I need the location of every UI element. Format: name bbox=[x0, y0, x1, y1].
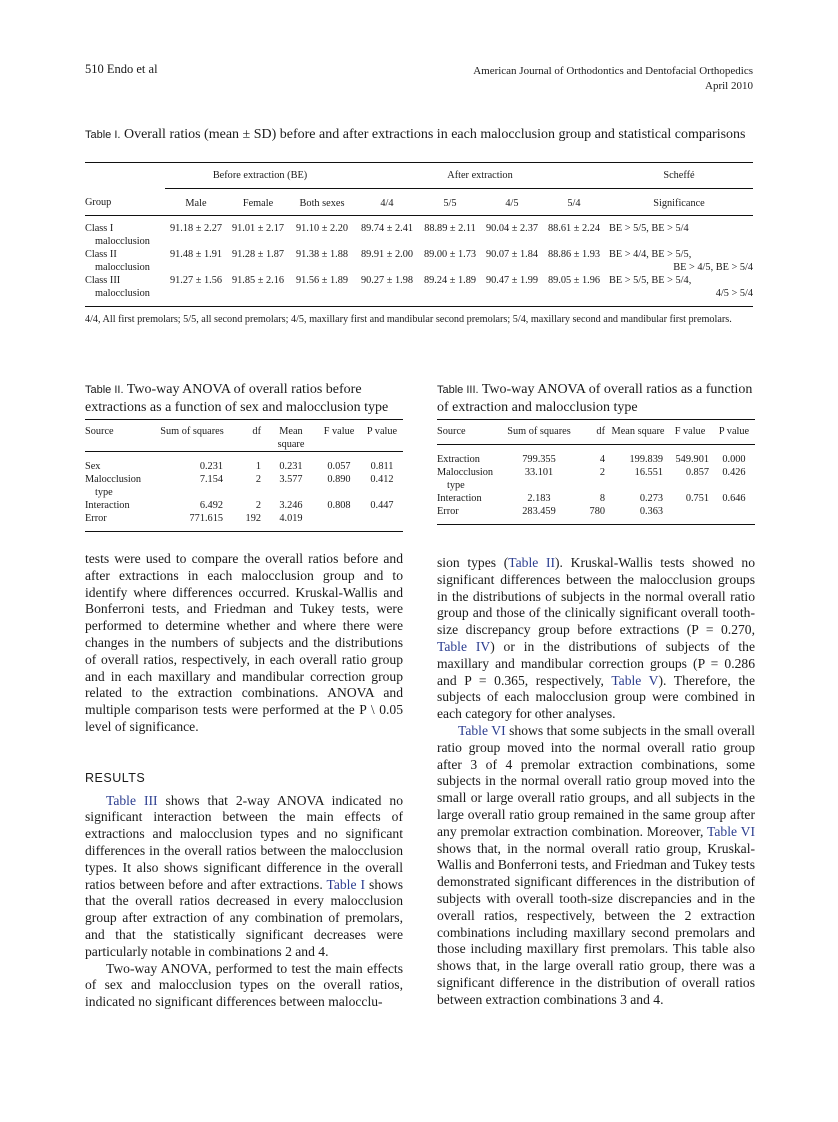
right-paragraph-1-text-a: sion types ( bbox=[437, 555, 509, 570]
table1-footnote: 4/4, All first premolars; 5/5, all second premolars; 4/5, maxillary first and mandibular second premolars; 5/4, maxillary second and mandibular first premolars. bbox=[85, 314, 732, 325]
table3-cell bbox=[667, 505, 713, 525]
table1-cell: 89.91 ± 2.00 bbox=[361, 249, 413, 260]
table-row bbox=[437, 445, 755, 467]
table2-header-row bbox=[85, 420, 403, 452]
table3-caption-text: Two-way ANOVA of overall ratios as a function of extraction and malocclusion type bbox=[437, 382, 753, 415]
right-paragraph-2-text-a: shows that some subjects in the small overall ratio group moved into the normal overall ratio group after 3 of 4 premolar extraction combinations, some subjects in the normal overall ratio group moved into the small or large overall ratio groups, and all subjects in the large overall ratio group remained in the same group after any premolar extraction combination. Moreover, bbox=[437, 722, 755, 839]
table1-row2-group-cont: malocclusion bbox=[95, 262, 150, 273]
table2-cell: Malocclusion bbox=[85, 474, 142, 485]
table1-caption bbox=[85, 126, 755, 144]
table2-cell: 0.412 bbox=[370, 474, 394, 485]
table3-cell: 0.857 bbox=[685, 467, 709, 478]
left-paragraph-3: Two-way ANOVA, performed to test the main effects of sex and malocclusion types on the overall ratios, indicated no significant differences between malocclu- bbox=[85, 960, 403, 1010]
table3-cell: 549.901 bbox=[675, 454, 709, 465]
table3-cell: 4 bbox=[599, 454, 605, 465]
right-paragraph-2 bbox=[437, 723, 755, 1009]
table2-cell: 3.577 bbox=[279, 474, 303, 485]
table3-col-f: F value bbox=[674, 426, 706, 437]
table3-cell: 0.426 bbox=[722, 467, 746, 478]
table1-col-female: Female bbox=[242, 197, 274, 209]
table3-cell: Error bbox=[437, 506, 459, 517]
table1-col-significance: Significance bbox=[653, 197, 705, 209]
table2-label: Table II. bbox=[85, 384, 124, 396]
table1-cell: 89.74 ± 2.41 bbox=[361, 223, 413, 234]
table2-cell: 0.890 bbox=[327, 474, 351, 485]
left-column bbox=[85, 551, 403, 1011]
table2-cell: 1 bbox=[255, 461, 261, 472]
table3-header-row bbox=[437, 420, 755, 445]
table3-cell: 2.183 bbox=[527, 493, 551, 504]
journal-title: American Journal of Orthodontics and Dentofacial Orthopedics bbox=[473, 65, 753, 77]
table2-cell: 7.154 bbox=[199, 474, 223, 485]
table3-cell: 199.839 bbox=[629, 454, 663, 465]
table1-col-group: Group bbox=[85, 197, 112, 208]
table-row bbox=[85, 473, 403, 499]
table3-cell: Interaction bbox=[437, 493, 482, 504]
table2-cell: 0.811 bbox=[370, 461, 394, 472]
table2-cell: 0.057 bbox=[327, 461, 351, 472]
table1-cell: 89.05 ± 1.96 bbox=[548, 275, 600, 286]
table3-label: Table III. bbox=[437, 384, 479, 396]
table3-cell: 780 bbox=[589, 506, 605, 517]
table3-cell: 0.363 bbox=[639, 506, 663, 517]
table1-link[interactable]: Table I bbox=[326, 876, 366, 892]
table2-cell: 771.615 bbox=[189, 513, 223, 524]
table-row bbox=[437, 466, 755, 492]
table3-cell: 283.459 bbox=[522, 506, 556, 517]
table-row bbox=[85, 452, 403, 474]
table1-cell: 91.01 ± 2.17 bbox=[232, 223, 284, 234]
table2-cell bbox=[361, 512, 403, 532]
table2-cell: 0.231 bbox=[279, 461, 303, 472]
table2-cell: Interaction bbox=[85, 500, 130, 511]
table1-cell: 91.48 ± 1.91 bbox=[170, 249, 222, 260]
table3-col-p: P value bbox=[718, 426, 750, 437]
table1-cell: 89.00 ± 1.73 bbox=[424, 249, 476, 260]
table-row bbox=[85, 216, 753, 249]
table1-col-both: Both sexes bbox=[299, 197, 345, 209]
issue-date: April 2010 bbox=[705, 80, 753, 92]
table3-cell bbox=[713, 505, 755, 525]
table-row bbox=[85, 274, 753, 307]
table2-cell-cont: type bbox=[95, 487, 113, 498]
right-paragraph-2-text-b: shows that, in the normal overall ratio group, Kruskal-Wallis and Bonferroni tests, and Friedman and Tukey tests demonstrated significant differences in the distribution of subjects with overall tooth-size discrepancies and in the overall ratios, respectively, between the 2 extraction combinations including maxillary second premolars and those including maxillary first premolars. This table also shows that, in the large overall ratio group, there was a significant difference in the distribution of overall ratios between extraction combinations 3 and 4. bbox=[437, 840, 755, 1007]
table1-row3-group-cont: malocclusion bbox=[95, 288, 150, 299]
table2-caption-text: Two-way ANOVA of overall ratios before extractions as a function of sex and malocclusion type bbox=[85, 382, 389, 415]
table3-cell: 33.101 bbox=[524, 467, 554, 478]
table3 bbox=[437, 419, 755, 525]
table2-col-ss: Sum of squares bbox=[160, 426, 224, 437]
table1-col-male: Male bbox=[185, 197, 207, 209]
table3-link[interactable]: Table III bbox=[106, 792, 158, 808]
left-paragraph-2-text-a: shows that 2-way ANOVA indicated no significant interaction between the main effects of extractions and malocclusion types and no significant differences in the overall ratios between the malocclusion types. It also shows significant difference in the overall ratios between before and after extractions. bbox=[85, 792, 404, 892]
table3-cell: 0.751 bbox=[685, 493, 709, 504]
table3-cell: 0.273 bbox=[639, 493, 663, 504]
table3-cell: 16.551 bbox=[634, 467, 663, 478]
table2-col-p: P value bbox=[366, 426, 398, 437]
table1-row1-group: Class I bbox=[85, 223, 114, 234]
table1-col-45: 4/5 bbox=[505, 197, 519, 209]
table1-label: Table I. bbox=[85, 129, 121, 141]
table2-col-source: Source bbox=[85, 426, 114, 437]
journal-header bbox=[473, 64, 753, 94]
table1-cell: 91.38 ± 1.88 bbox=[296, 249, 348, 260]
table2-cell: 3.246 bbox=[279, 500, 303, 511]
table6-link[interactable]: Table VI bbox=[707, 823, 755, 839]
right-paragraph-1-text-b: ). Kruskal-Wallis tests showed no significant differences between the malocclusion groups in the distributions of subjects in the normal overall ratio group and those of the clinically significant overall tooth-size discrepancy group before extractions (P = 0.270, bbox=[437, 555, 755, 638]
table1-col-55: 5/5 bbox=[443, 197, 457, 209]
table1-sig: BE > 4/4, BE > 5/5, bbox=[609, 249, 692, 260]
table2-cell: 6.492 bbox=[199, 500, 223, 511]
table3-cell: 0.646 bbox=[722, 493, 746, 504]
table1-header-row bbox=[85, 188, 753, 216]
table2-cell: 2 bbox=[255, 500, 261, 511]
table3-caption bbox=[437, 381, 755, 416]
table1-cell: 88.86 ± 1.93 bbox=[548, 249, 600, 260]
table1-cell: 88.61 ± 2.24 bbox=[548, 223, 600, 234]
page-number-author: 510 Endo et al bbox=[85, 62, 158, 76]
left-paragraph-1: tests were used to compare the overall ratios before and after extractions in each malocclusion group and to identify where differences occurred. Kruskal-Wallis and Bonferroni tests, and Friedman and Tukey tests, were performed to determine whether and where there were changes in the numbers of subjects and the distributions of overall ratios, respectively, in each overall ratio group and in each maxillary and mandibular correction group related to the extraction combinations. ANOVA and multiple comparison tests were performed at the P \ 0.05 level of significance. bbox=[85, 551, 403, 734]
table3-col-df: df bbox=[596, 426, 605, 437]
table1-cell: 90.04 ± 2.37 bbox=[486, 223, 538, 234]
table1-cell: 91.27 ± 1.56 bbox=[170, 275, 222, 286]
results-heading: RESULTS bbox=[85, 770, 146, 785]
table3-col-source: Source bbox=[437, 426, 466, 437]
table2-caption bbox=[85, 381, 403, 416]
table2-col-f: F value bbox=[323, 426, 355, 437]
table1-group-header-before: Before extraction (BE) bbox=[212, 170, 308, 181]
table2-cell: 2 bbox=[255, 474, 261, 485]
table1-cell: 91.56 ± 1.89 bbox=[296, 275, 348, 286]
table2 bbox=[85, 419, 403, 532]
table1 bbox=[85, 162, 753, 327]
table3-cell: 0.000 bbox=[722, 454, 746, 465]
table3-cell: 8 bbox=[599, 493, 605, 504]
table1-caption-text: Overall ratios (mean ± SD) before and after extractions in each malocclusion group and statistical comparisons bbox=[123, 127, 746, 142]
table2-cell bbox=[317, 512, 361, 532]
table2-cell: 0.231 bbox=[199, 461, 223, 472]
left-paragraph-2-text-b: shows that the overall ratios decreased in every malocclusion group after extraction of any combination of premolars, and that the statistically significant decreases were particularly notable in combinations 2 and 4. bbox=[85, 876, 404, 959]
table3-col-ms: Mean square bbox=[611, 426, 665, 437]
table-row bbox=[85, 499, 403, 512]
table2-cell: Error bbox=[85, 513, 107, 524]
table1-group-header-scheffe: Scheffé bbox=[663, 170, 695, 181]
table1-row1-group-cont: malocclusion bbox=[95, 236, 150, 247]
right-paragraph-1-text-d: ). Therefore, the subjects of each malocclusion group were combined in each category for other analyses. bbox=[437, 672, 755, 722]
table1-cell: 90.47 ± 1.99 bbox=[486, 275, 538, 286]
right-paragraph-1-text-c: ) or in the distributions of subjects of the maxillary and mandibular correction groups (P = 0.286 and P = 0.365, respectively, bbox=[437, 638, 755, 688]
table1-sig: BE > 5/5, BE > 5/4, bbox=[609, 275, 692, 286]
table2-cell: 0.808 bbox=[327, 500, 351, 511]
table1-group-header-after: After extraction bbox=[447, 170, 513, 181]
table1-row3-group: Class III bbox=[85, 275, 121, 286]
table2-cell: 4.019 bbox=[279, 513, 303, 524]
table2-cell: 0.447 bbox=[370, 500, 394, 511]
table2-cell: 192 bbox=[245, 513, 261, 524]
table4-link[interactable]: Table IV bbox=[437, 638, 491, 654]
table1-col-54: 5/4 bbox=[567, 197, 581, 209]
table5-link[interactable]: Table V bbox=[611, 672, 659, 688]
table1-row2-group: Class II bbox=[85, 249, 117, 260]
table1-cell: 91.18 ± 2.27 bbox=[170, 223, 222, 234]
table3-cell: Extraction bbox=[437, 454, 480, 465]
table-row bbox=[437, 492, 755, 505]
table2-col-df: df bbox=[252, 426, 261, 437]
table2-col-ms: Mean square bbox=[277, 426, 305, 450]
table1-cell: 89.24 ± 1.89 bbox=[424, 275, 476, 286]
table1-sig: BE > 5/5, BE > 5/4 bbox=[609, 223, 689, 234]
table1-cell: 91.85 ± 2.16 bbox=[232, 275, 284, 286]
table1-col-44: 4/4 bbox=[380, 197, 394, 209]
table1-cell: 90.07 ± 1.84 bbox=[486, 249, 538, 260]
table-row bbox=[437, 505, 755, 525]
table3-cell-cont: type bbox=[447, 480, 465, 491]
table-row bbox=[85, 512, 403, 532]
table6-link[interactable]: Table VI bbox=[458, 722, 506, 738]
table1-sig-cont: BE > 4/5, BE > 5/4 bbox=[673, 262, 753, 273]
left-paragraph-2 bbox=[85, 793, 403, 961]
table1-sig-cont: 4/5 > 5/4 bbox=[715, 288, 753, 299]
table1-cell: 90.27 ± 1.98 bbox=[361, 275, 413, 286]
table3-cell: Malocclusion bbox=[437, 467, 494, 478]
table3-cell: 2 bbox=[599, 467, 605, 478]
table1-cell: 88.89 ± 2.11 bbox=[424, 223, 476, 234]
table2-link[interactable]: Table II bbox=[508, 555, 556, 570]
table1-cell: 91.28 ± 1.87 bbox=[232, 249, 284, 260]
right-paragraph-1 bbox=[437, 555, 755, 723]
table2-cell: Sex bbox=[85, 461, 101, 472]
table-row bbox=[85, 248, 753, 274]
right-column bbox=[437, 555, 755, 1009]
table3-cell: 799.355 bbox=[522, 454, 556, 465]
table1-cell: 91.10 ± 2.20 bbox=[296, 223, 348, 234]
table3-col-ss: Sum of squares bbox=[507, 426, 571, 437]
